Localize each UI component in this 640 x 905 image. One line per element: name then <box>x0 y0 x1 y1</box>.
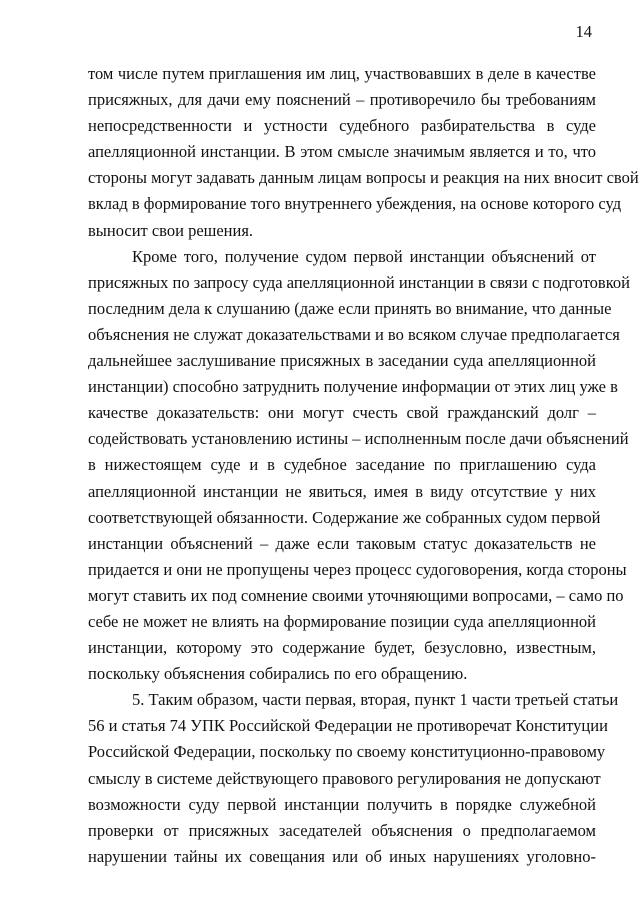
paragraph <box>88 244 630 688</box>
document-body <box>88 61 639 870</box>
text-line: проверки от присяжных заседателей объяснения о предполагаемом <box>88 820 596 840</box>
text-line: поскольку объяснения собирались по его обращению. <box>88 664 468 684</box>
text-line: 5. Таким образом, части первая, вторая, пункт 1 части третьей статьи <box>132 690 619 710</box>
text-line: содействовать установлению истины – исполненным после дачи объяснений <box>88 429 629 449</box>
text-line: возможности суду первой инстанции получить в порядке служебной <box>88 794 596 814</box>
text-line: себе не может не влиять на формирование позиции суда апелляционной <box>88 611 596 631</box>
text-line: том числе путем приглашения им лиц, участвовавших в деле в качестве <box>88 64 596 83</box>
text-line: качестве доказательств: они могут счесть свой гражданский долг – <box>88 403 596 423</box>
text-line: в нижестоящем суде и в судебное заседание по приглашению суда <box>88 455 596 475</box>
text-line: инстанции объяснений – даже если таковым статус доказательств не <box>88 533 596 553</box>
text-line: придается и они не пропущены через процесс судоговорения, когда стороны <box>88 559 627 579</box>
text-line: могут ставить их под сомнение своими уточняющими вопросами, – само по <box>88 585 624 605</box>
text-line: апелляционной инстанции не явиться, имея в виду отсутствие у них <box>88 481 596 501</box>
paragraph <box>88 61 639 244</box>
text-line: инстанции, которому это содержание будет, безусловно, известным, <box>88 638 596 658</box>
text-line: вклад в формирование того внутреннего убеждения, на основе которого суд <box>88 194 622 214</box>
text-line: дальнейшее заслушивание присяжных в заседании суда апелляционной <box>88 351 596 371</box>
text-line: объяснения не служат доказательствами и во всяком случае предполагается <box>88 324 620 344</box>
text-line: апелляционной инстанции. В этом смысле значимым является и то, что <box>88 142 596 162</box>
text-line: присяжных, для дачи ему пояснений – противоречило бы требованиям <box>88 90 596 110</box>
text-line: присяжных по запросу суда апелляционной инстанции в связи с подготовкой <box>88 272 630 292</box>
paragraph <box>88 687 619 870</box>
text-line: нарушении тайны их совещания или об иных нарушениях уголовно- <box>88 846 596 866</box>
text-line: 56 и статья 74 УПК Российской Федерации не противоречат Конституции <box>88 716 608 736</box>
text-line: стороны могут задавать данным лицам вопросы и реакция на них вносит свой <box>88 168 639 188</box>
text-line: последним дела к слушанию (даже если принять во внимание, что данные <box>88 298 612 318</box>
text-line: выносит свои решения. <box>88 220 254 240</box>
text-line: Российской Федерации, поскольку по своему конституционно-правовому <box>88 742 606 762</box>
text-line: непосредственности и устности судебного разбирательства в суде <box>88 116 596 136</box>
text-line: соответствующей обязанности. Содержание же собранных судом первой <box>88 507 601 527</box>
page-number: 14 <box>575 22 592 41</box>
text-line: Кроме того, получение судом первой инстанции объяснений от <box>132 246 596 266</box>
text-line: смыслу в системе действующего правового регулирования не допускают <box>88 768 601 788</box>
text-line: инстанции) способно затруднить получение информации от этих лиц уже в <box>88 377 618 397</box>
